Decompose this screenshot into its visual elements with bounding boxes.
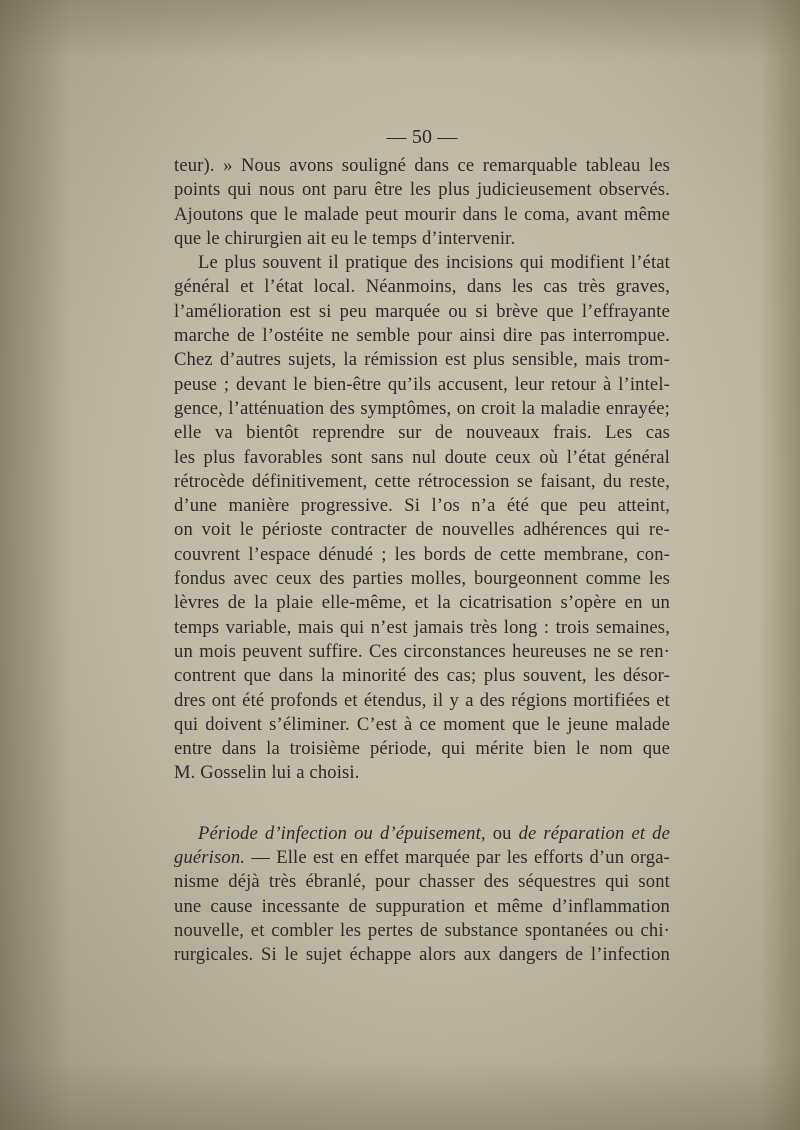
text-line	[174, 846, 670, 870]
paragraph-1	[174, 154, 670, 251]
paragraph-3	[174, 822, 670, 968]
text-line: on voit le périoste contracter de nouvelles adhérences qui re-	[174, 519, 670, 541]
page-shadow-right	[760, 0, 800, 1130]
text-line: gence, l’atténuation des symptômes, on croit la maladie enrayée;	[174, 397, 670, 419]
text-line: nisme déjà très ébranlé, pour chasser des séquestres qui sont	[174, 871, 670, 893]
text-line: M. Gosselin lui a choisi.	[174, 762, 360, 784]
text-line: dres ont été profonds et étendus, il y a des régions mortifiées et	[174, 689, 670, 711]
paragraph-gap	[174, 786, 670, 822]
text-line: d’une manière progressive. Si l’os n’a été que peu atteint,	[174, 495, 670, 517]
page-shadow-left	[0, 0, 70, 1130]
text-line: points qui nous ont paru être les plus judicieusement observés.	[174, 179, 670, 201]
text-line: que le chirurgien ait eu le temps d’intervenir.	[174, 227, 516, 249]
text-line: Le plus souvent il pratique des incisions qui modifient l’état	[198, 252, 670, 274]
text-line: rurgicales. Si le sujet échappe alors aux dangers de l’infection	[174, 944, 670, 966]
text-line: une cause incessante de suppuration et même d’inflammation	[174, 895, 670, 917]
section-heading-italic: guérison.	[174, 847, 246, 869]
text-line: marche de l’ostéite ne semble pour ainsi dire pas interrompue.	[174, 325, 670, 347]
paragraph-2	[174, 251, 670, 786]
text-line: nouvelle, et combler les pertes de substance spontanées ou chi·	[174, 919, 670, 941]
text-line: lèvres de la plaie elle-même, et la cicatrisation s’opère en un	[174, 592, 670, 614]
text-line: rétrocède définitivement, cette rétrocession se faisant, du reste,	[174, 470, 670, 492]
text-line: qui doivent s’éliminer. C’est à ce moment que le jeune malade	[174, 713, 670, 735]
page-text	[174, 120, 670, 968]
text-line: Chez d’autres sujets, la rémission est plus sensible, mais trom-	[174, 349, 670, 371]
page-shadow-bottom	[0, 1060, 800, 1130]
text-line: les plus favorables sont sans nul doute ceux où l’état général	[174, 446, 670, 468]
text-line: temps variable, mais qui n’est jamais très long : trois semaines,	[174, 616, 670, 638]
text-line: fondus avec ceux des parties molles, bourgeonnent comme les	[174, 568, 670, 590]
text-line: un mois peuvent suffire. Ces circonstances heureuses ne se ren·	[174, 640, 670, 662]
section-heading-italic: de réparation et de	[518, 822, 670, 844]
page-number: — 50 —	[386, 126, 458, 148]
text-line: teur). » Nous avons souligné dans ce remarquable tableau les	[174, 155, 670, 176]
page-shadow-top	[0, 0, 800, 60]
text-line: général et l’état local. Néanmoins, dans les cas très graves,	[174, 276, 670, 298]
section-heading-connector: ou	[485, 822, 519, 844]
text-line: l’amélioration est si peu marquée ou si brève que l’effrayante	[174, 300, 670, 322]
text-line: elle va bientôt reprendre sur de nouveaux frais. Les cas	[174, 422, 670, 444]
section-heading-italic: Période d’infection ou d’épuisement,	[198, 822, 486, 844]
section-heading-line	[174, 822, 670, 846]
text-line: contrent que dans la minorité des cas; plus souvent, les désor-	[174, 665, 670, 687]
text-line: Ajoutons que le malade peut mourir dans le coma, avant même	[174, 203, 670, 225]
text-run: — Elle est en effet marquée par les efforts d’un orga-	[245, 847, 670, 869]
text-line: peuse ; devant le bien-être qu’ils accusent, leur retour à l’intel-	[174, 373, 670, 395]
text-line: couvrent l’espace dénudé ; les bords de cette membrane, con-	[174, 543, 670, 565]
text-line: entre dans la troisième période, qui mérite bien le nom que	[174, 738, 670, 760]
